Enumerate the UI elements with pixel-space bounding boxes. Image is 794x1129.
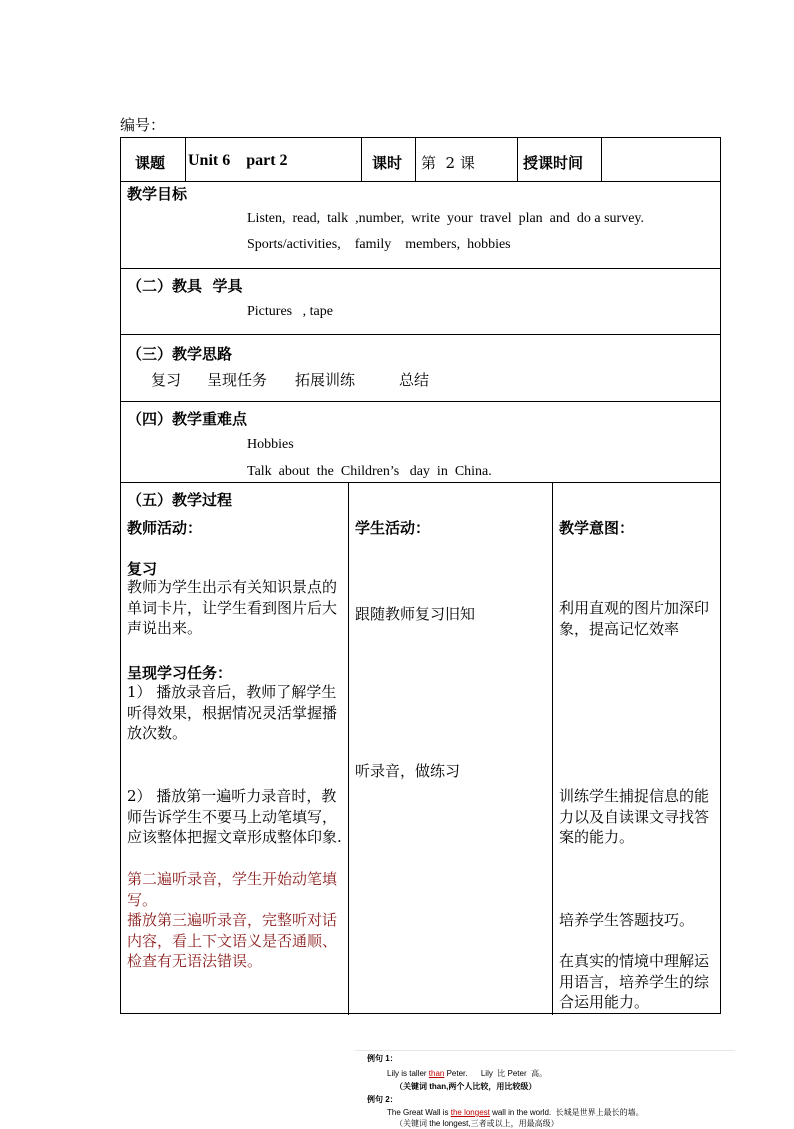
example-1-note: （关键词 than,两个人比较，用比较级）	[395, 1082, 537, 1091]
example-2-highlight: the longest	[450, 1108, 490, 1117]
subject-value: Unit 6 part 2	[188, 152, 288, 169]
row-divider	[121, 181, 720, 182]
period-label: 课时	[372, 154, 403, 172]
example-1-label: 例句 1：	[367, 1054, 398, 1063]
teaching-time-label: 授课时间	[523, 154, 584, 172]
doc-number-label: 编号：	[120, 116, 166, 134]
goals-line-2: Sports/activities, family members, hobbies	[247, 237, 511, 252]
key-points-title: （四）教学重难点	[127, 410, 248, 428]
step-2-second-listen: 第二遍听录音，学生开始动笔填写。	[127, 870, 338, 909]
row-divider	[121, 401, 720, 402]
example-1-sentence	[387, 1068, 547, 1079]
student-column-header: 学生活动：	[355, 519, 431, 537]
present-title: 呈现学习任务：	[127, 664, 233, 682]
purpose-4: 在真实的情境中理解运用语言，培养学生的综合运用能力。	[559, 952, 710, 1011]
lesson-plan-table	[120, 137, 721, 1014]
student-activity-2: 听录音，做练习	[355, 762, 461, 780]
period-value: 第 2 课	[421, 154, 475, 172]
example-1-text-b: Peter. Lily 比 Peter 高。	[444, 1069, 548, 1078]
step-2-third-listen: 播放第三遍听录音，完整听对话内容，看上下文语义是否通顺、检查有无语法错误。	[127, 911, 338, 970]
example-2-text-b: wall in the world. 长城是世界上最长的墙。	[489, 1108, 644, 1117]
col-divider	[415, 138, 416, 181]
teacher-column-header: 教师活动：	[127, 519, 203, 537]
review-text: 教师为学生出示有关知识景点的单词卡片，让学生看到图片后大声说出来。	[127, 578, 338, 637]
key-points-line-2: Talk about the Children’s day in China.	[247, 464, 492, 479]
goals-line-1: Listen, read, talk ,number, write your travel plan and do a survey.	[247, 211, 645, 226]
example-2-text-a: The Great Wall is	[387, 1108, 451, 1117]
col-divider	[517, 138, 518, 181]
purpose-3: 培养学生答题技巧。	[559, 911, 695, 929]
approach-step-review: 复习	[151, 371, 182, 389]
goals-title: 教学目标	[127, 185, 188, 203]
purpose-1: 利用直观的图片加深印象，提高记忆效率	[559, 599, 710, 638]
row-divider	[121, 268, 720, 269]
approach-title: （三）教学思路	[127, 345, 233, 363]
footnote-divider	[355, 1050, 735, 1051]
col-divider	[348, 482, 349, 1015]
key-points-line-1: Hobbies	[247, 437, 294, 452]
review-title: 复习	[127, 560, 158, 578]
col-divider	[361, 138, 362, 181]
approach-step-extend: 拓展训练	[295, 371, 356, 389]
process-title: （五）教学过程	[127, 491, 233, 509]
tools-title: （二）教具 学具	[127, 277, 243, 295]
step-2-text: 2） 播放第一遍听力录音时，教师告诉学生不要马上动笔填写，应该整体把握文章形成整体印象.	[127, 787, 342, 846]
example-1-highlight: than	[428, 1069, 445, 1078]
col-divider	[552, 482, 553, 1015]
student-activity-1: 跟随教师复习旧知	[355, 605, 476, 623]
step-1-text: 1） 播放录音后，教师了解学生听得效果，根据情况灵活掌握播放次数。	[127, 683, 338, 742]
approach-step-present: 呈现任务	[207, 371, 268, 389]
example-2-label: 例句 2：	[367, 1095, 398, 1104]
subject-label: 课题	[135, 154, 166, 172]
example-2-note: （关键词 the longest,三者或以上，用最高级）	[395, 1119, 559, 1128]
col-divider	[185, 138, 186, 181]
row-divider	[121, 334, 720, 335]
example-1-text-a: Lily is taller	[387, 1069, 429, 1078]
purpose-2: 训练学生捕捉信息的能力以及自读课文寻找答案的能力。	[559, 787, 710, 846]
tools-content: Pictures , tape	[247, 304, 333, 319]
purpose-column-header: 教学意图：	[559, 519, 635, 537]
example-2-sentence	[387, 1107, 644, 1118]
approach-step-summary: 总结	[399, 371, 430, 389]
col-divider	[601, 138, 602, 181]
row-divider	[121, 482, 720, 483]
